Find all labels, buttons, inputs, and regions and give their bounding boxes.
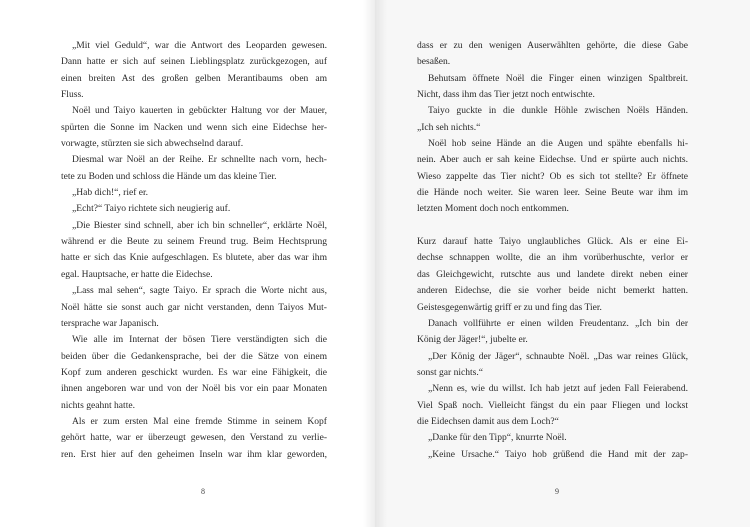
- text-line: sonst gar nichts.“: [417, 366, 484, 378]
- text-line: „Ich seh nichts.“: [417, 121, 481, 133]
- text-line: Viel Spaß noch. Vielleicht fängst du ein paar Fliegen und lockst: [417, 399, 688, 411]
- text-line: „Hab dich!“, rief er.: [72, 187, 149, 199]
- text-line: „Lass mal sehen“, sagte Taiyo. Er sprach die Worte nicht aus,: [72, 285, 327, 297]
- text-line: dechse schnappen wollte, die an ihm vorüberhuschte, verlor er: [417, 252, 688, 264]
- text-line: die Hände noch weiter. Sie waren leer. Seine Beute war ihm im: [417, 187, 688, 199]
- text-line: letzten Moment doch noch entkommen.: [417, 203, 569, 215]
- text-line: ren. Erst hier auf den geheimen Inseln war ihm klar geworden,: [61, 448, 327, 460]
- text-line: Noël hob seine Hände an die Augen und spähte ebenfalls hi-: [428, 138, 688, 150]
- text-line: das Gleichgewicht, rutschte aus und landete direkt neben einer: [417, 268, 688, 280]
- right-page: [375, 0, 750, 527]
- text-line: König der Jäger!“, jubelte er.: [417, 334, 528, 346]
- text-line: gehört hatte, war er überzeugt gewesen, den Verstand zu verlie-: [61, 432, 327, 444]
- text-line: Wie alle im Internat der bösen Tiere verständigten sich die: [72, 334, 327, 346]
- text-line: hatte er sich das Knie aufgeschlagen. Es blutete, aber das war ihm: [61, 252, 327, 264]
- text-line: „Keine Ursache.“ Taiyo hob grüßend die Hand mit der zap-: [428, 448, 688, 460]
- text-line: Wieso zappelte das Tier nicht? Ob es sich tot stellte? Er öffnete: [417, 170, 688, 182]
- text-line: tete zu Boden und schloss die Hände um das kleine Tier.: [61, 170, 277, 182]
- text-line: nein. Aber auch er sah keine Eidechse. Und er spürte auch nichts.: [417, 154, 688, 166]
- text-line: egal. Hauptsache, er hatte die Eidechse.: [61, 268, 213, 280]
- text-line: Noël hätte sie sonst auch gar nicht verstanden, denn Taiyos Mut-: [61, 301, 327, 313]
- text-line: Taiyo guckte in die dunkle Höhle zwischen Noëls Händen.: [428, 105, 688, 117]
- text-line: Nicht, dass ihm das Tier jetzt noch entwischte.: [417, 89, 595, 101]
- text-line: Noël und Taiyo kauerten in gebückter Haltung vor der Mauer,: [72, 105, 327, 117]
- text-line: „Danke für den Tipp“, knurrte Noël.: [428, 432, 567, 444]
- text-line: Als er zum ersten Mal eine fremde Stimme in seinem Kopf: [72, 415, 327, 427]
- text-line: anderen Eidechse, die sie vorher beide nicht bemerkt hatten.: [417, 285, 688, 297]
- text-line: tersprache war Japanisch.: [61, 317, 159, 329]
- text-line: „Nenn es, wie du willst. Ich hab jetzt auf jeden Fall Feierabend.: [428, 383, 688, 395]
- text-line: „Echt?“ Taiyo richtete sich neugierig auf.: [72, 203, 231, 215]
- text-line: Geistesgegenwärtig griff er zu und fing das Tier.: [417, 301, 602, 313]
- text-line: „Die Biester sind schnell, aber ich bin schneller“, erklärte Noël,: [72, 219, 327, 231]
- right-page-number: 9: [555, 487, 559, 496]
- text-line: „Der König der Jäger“, schnaubte Noël. „Das war reines Glück,: [428, 350, 688, 362]
- text-line: einen breiten Ast des großen gelben Merantibaums oben am: [61, 72, 327, 84]
- left-page-number: 8: [201, 487, 205, 496]
- text-line: ihnen angeboren war und von der Noël bis vor ein paar Monaten: [61, 383, 327, 395]
- text-line: Behutsam öffnete Noël die Finger einen winzigen Spaltbreit.: [428, 72, 688, 84]
- text-line: „Mit viel Geduld“, war die Antwort des Leoparden gewesen.: [72, 40, 327, 51]
- text-line: Diesmal war Noël an der Reihe. Er schnellte nach vorn, hech-: [72, 154, 327, 166]
- text-line: Danach vollführte er einen wilden Freudentanz. „Ich bin der: [428, 317, 688, 329]
- text-line: Fluss.: [61, 89, 84, 101]
- text-line: Kopf zum anderen geschickt wurden. Es war eine Fähigkeit, die: [61, 366, 327, 378]
- text-line: beiden über die Gedankensprache, bei der die Sätze von einem: [61, 350, 327, 362]
- text-line: nichts geahnt hatte.: [61, 399, 135, 411]
- left-page-text: [61, 38, 327, 463]
- text-line: die Eidechsen damit aus dem Loch?“: [417, 415, 559, 427]
- text-line: Dann hatte er sich auf seinen Lieblingsplatz zurückgezogen, auf: [61, 56, 327, 68]
- section-break: [417, 218, 688, 234]
- text-line: während er die Beute zu seinem Freund trug. Beim Hechtsprung: [61, 236, 327, 248]
- text-line: Kurz darauf hatte Taiyo unglaubliches Glück. Als er eine Ei-: [417, 236, 688, 248]
- right-page-text: [417, 38, 688, 463]
- text-line: vorwagte, stürzten sie sich abwechselnd darauf.: [61, 138, 244, 150]
- text-line: besaßen.: [417, 56, 451, 68]
- text-line: spürten die Sonne im Nacken und wenn sich eine Eidechse her-: [61, 121, 327, 133]
- text-line: dass er zu den wenigen Auserwählten gehörte, die diese Gabe: [417, 40, 688, 51]
